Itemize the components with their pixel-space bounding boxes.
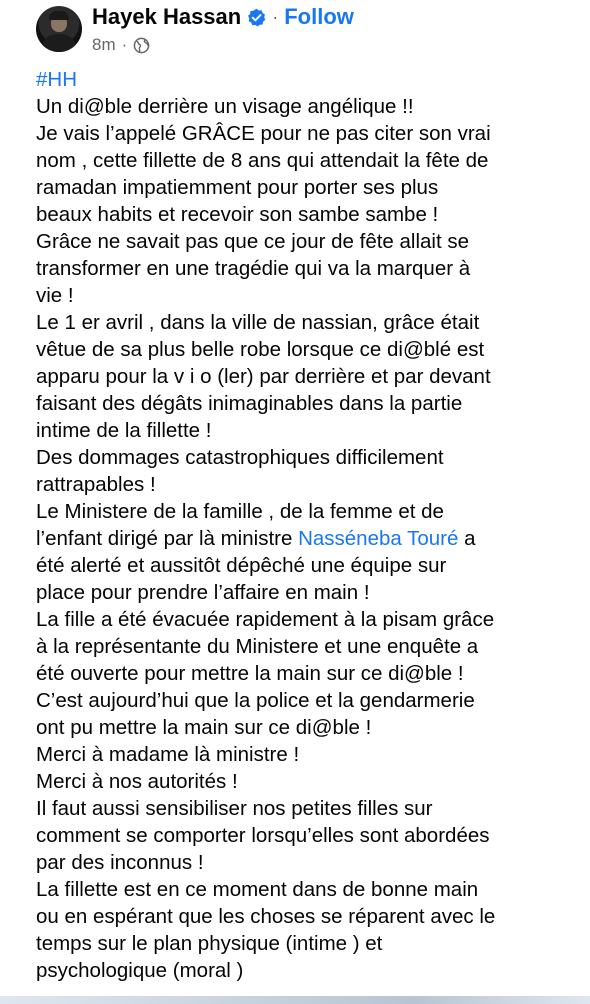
- post-text: [36, 66, 566, 984]
- text-line: rattrapables !: [36, 473, 156, 496]
- text-line: Le Ministere de la famille , de la femme et de: [36, 500, 444, 523]
- text-line: C’est aujourd’hui que la police et la gendarmerie: [36, 689, 475, 712]
- text-line: Merci à madame là ministre !: [36, 743, 300, 766]
- text-line: nom , cette fillette de 8 ans qui attendait la fête de: [36, 149, 489, 172]
- text-line: été ouverte pour mettre la main sur ce di@ble !: [36, 662, 464, 685]
- text-line: La fille a été évacuée rapidement à la pisam grâce: [36, 608, 495, 631]
- text-line: beaux habits et recevoir son sambe sambe !: [36, 203, 439, 226]
- text-line: Grâce ne savait pas que ce jour de fête allait se: [36, 230, 470, 253]
- text-line: été alerté et aussitôt dépêché une équipe sur: [36, 554, 447, 577]
- name-separator: ·: [272, 6, 279, 27]
- text-line: temps sur le plan physique (intime ) et: [36, 932, 383, 955]
- text-segment: a: [458, 527, 476, 550]
- text-line: intime de la fillette !: [36, 419, 212, 442]
- text-line: apparu pour la v i o (ler) par derrière et par devant: [36, 365, 491, 388]
- mention-link[interactable]: Nasséneba Touré: [298, 527, 459, 550]
- verified-badge-icon: [247, 8, 266, 27]
- text-line: vie !: [36, 284, 74, 307]
- text-segment: l’enfant dirigé par là ministre: [36, 527, 299, 550]
- text-line: place pour prendre l’affaire en main !: [36, 581, 370, 604]
- text-line: Des dommages catastrophiques difficilement: [36, 446, 444, 469]
- text-line: ou en espérant que les choses se réparent avec le: [36, 905, 496, 928]
- text-line: à la représentante du Ministere et une enquête a: [36, 635, 479, 658]
- text-line: Je vais l’appelé GRÂCE pour ne pas citer son vrai: [36, 122, 491, 145]
- text-line: Merci à nos autorités !: [36, 770, 238, 793]
- text-line: Le 1 er avril , dans la ville de nassian, grâce était: [36, 311, 480, 334]
- text-line: par des inconnus !: [36, 851, 204, 874]
- text-line: La fillette est en ce moment dans de bonne main: [36, 878, 479, 901]
- post-header: [36, 0, 576, 60]
- text-line: faisant des dégâts inimaginables dans la partie: [36, 392, 463, 415]
- follow-button[interactable]: Follow: [284, 4, 354, 29]
- globe-icon[interactable]: [133, 37, 150, 54]
- text-line: vêtue de sa plus belle robe lorsque ce di@blé est: [36, 338, 485, 361]
- text-line: ont pu mettre la main sur ce di@ble !: [36, 716, 372, 739]
- text-line: transformer en une tragédie qui va la marquer à: [36, 257, 471, 280]
- bottom-strip: [0, 996, 590, 1004]
- text-line-with-mention: [36, 525, 566, 552]
- text-line: psychologique (moral ): [36, 959, 244, 982]
- author-row: [92, 2, 354, 32]
- meta-separator: ·: [121, 35, 128, 54]
- post-meta: [92, 34, 150, 56]
- text-line: ramadan impatiemment pour porter ses plus: [36, 176, 439, 199]
- hashtag-link[interactable]: #HH: [36, 68, 78, 91]
- text-line: Un di@ble derrière un visage angélique !!: [36, 95, 414, 118]
- text-line: Il faut aussi sensibiliser nos petites filles sur: [36, 797, 433, 820]
- text-line: comment se comporter lorsqu’elles sont abordées: [36, 824, 490, 847]
- author-name[interactable]: Hayek Hassan: [92, 4, 242, 29]
- author-avatar[interactable]: [36, 6, 82, 52]
- post-timestamp[interactable]: 8m: [92, 35, 116, 54]
